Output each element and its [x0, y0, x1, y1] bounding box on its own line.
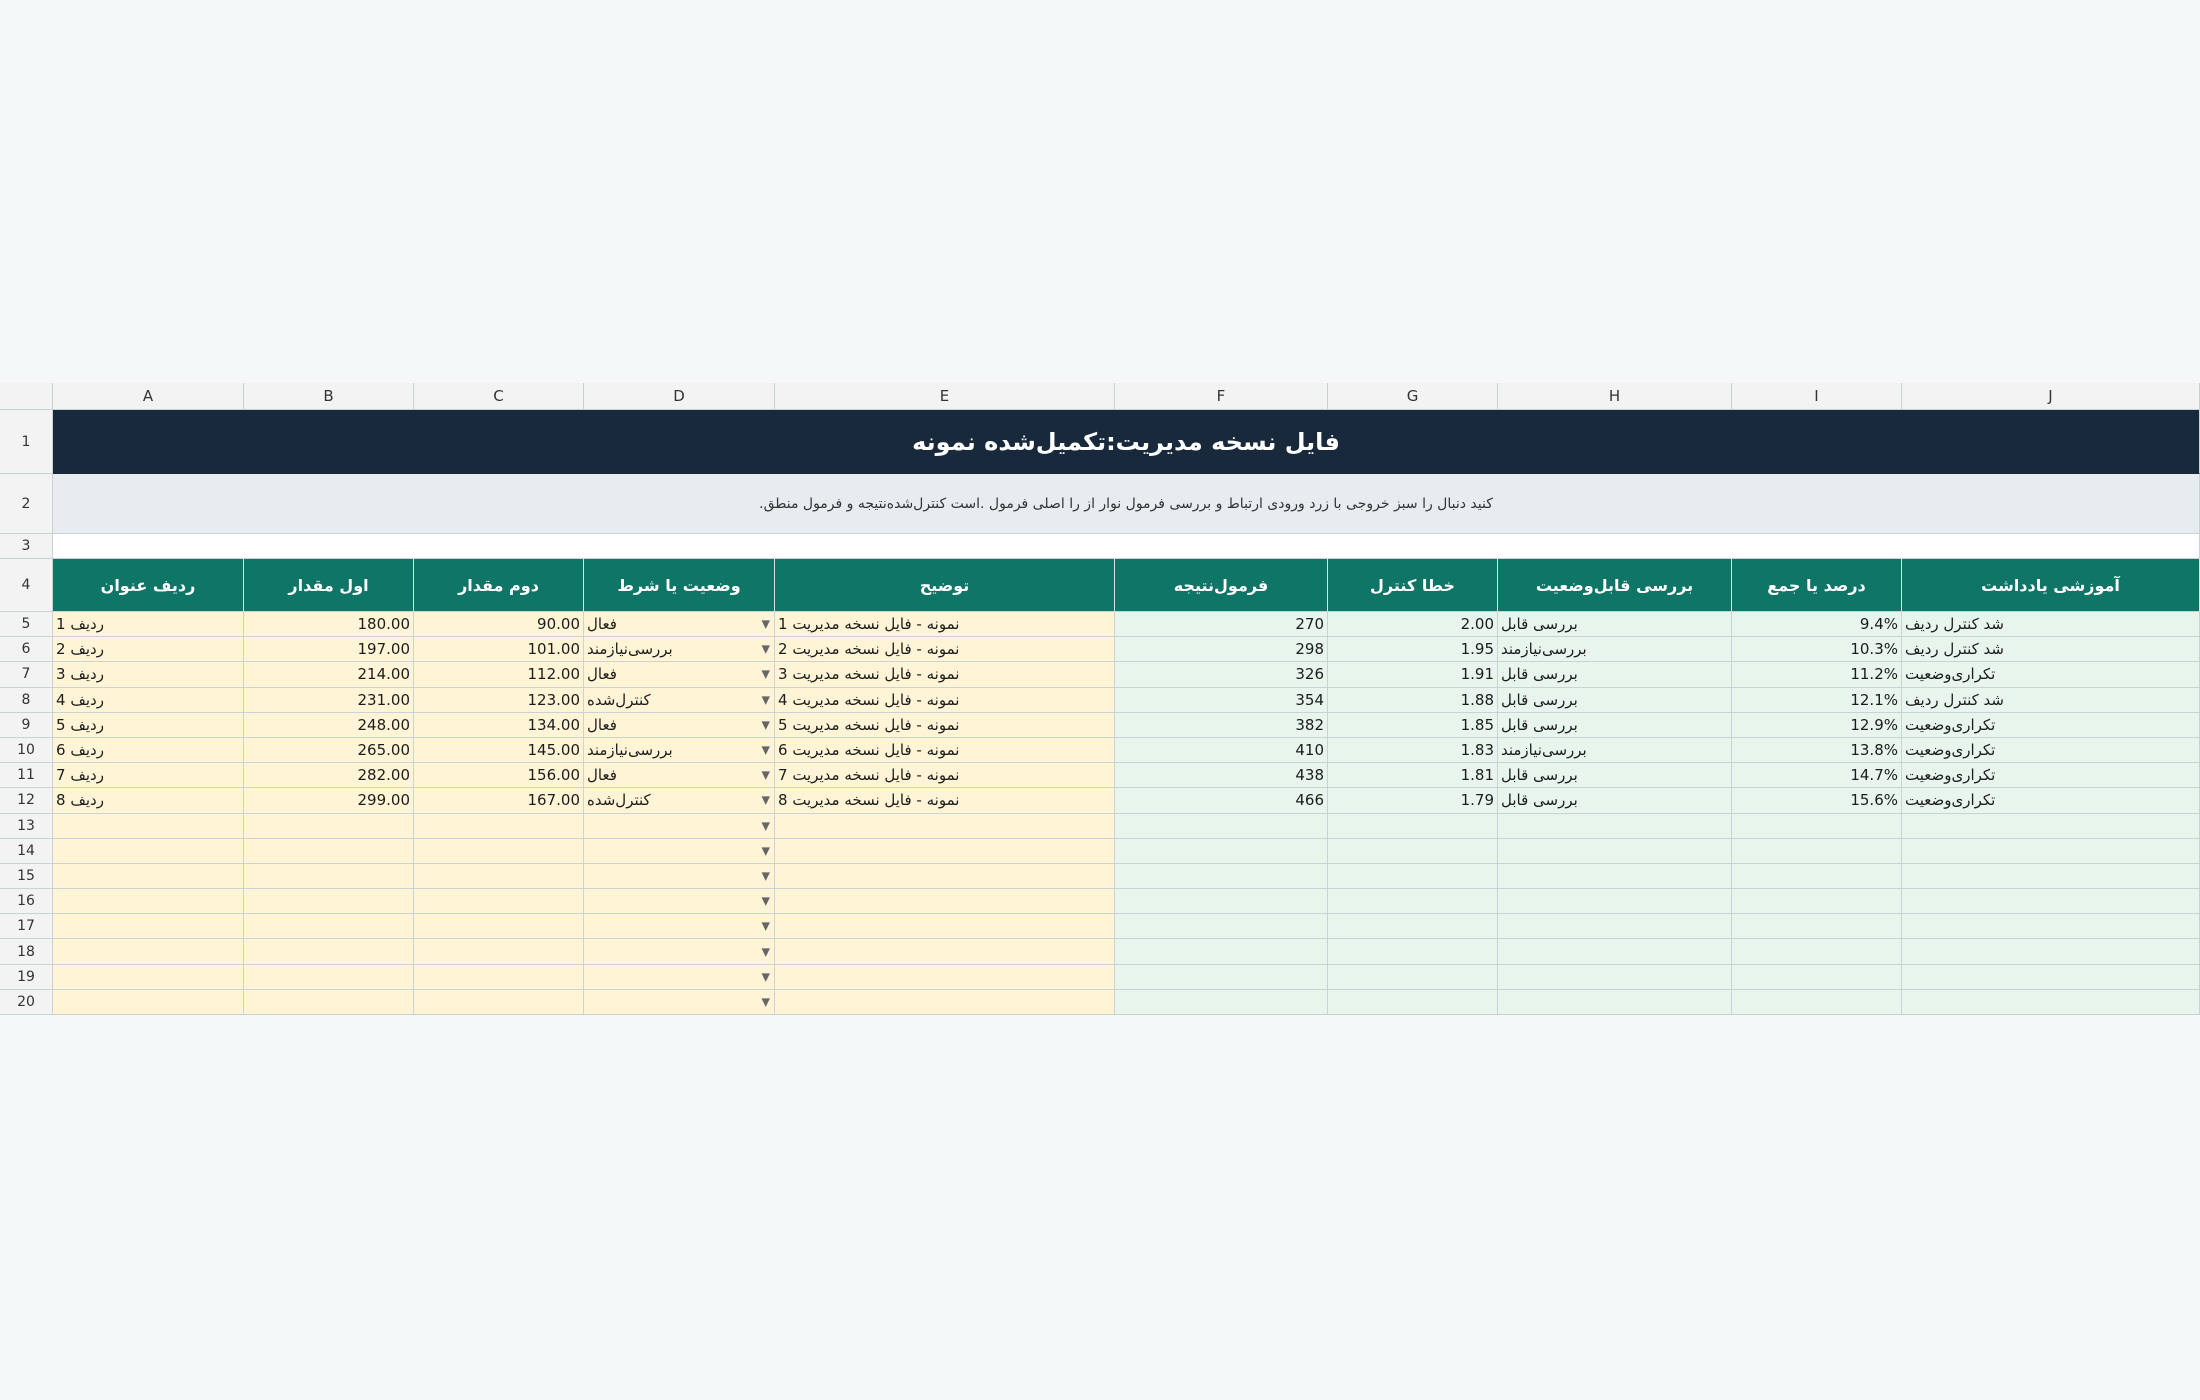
empty-output-cell[interactable]	[1732, 889, 1902, 914]
row-header[interactable]: 13	[0, 814, 53, 839]
column-header-d[interactable]: D	[584, 383, 775, 410]
first-value-cell[interactable]: 214.00	[244, 662, 414, 687]
empty-input-cell[interactable]	[244, 914, 414, 939]
empty-input-cell[interactable]	[53, 839, 244, 864]
table-header-row	[0, 559, 2200, 612]
row-title-cell[interactable]: 5 ردیف	[53, 713, 244, 738]
description-cell[interactable]: 7 نمونه - فایل نسخه مدیریت	[775, 763, 1115, 788]
status-dropdown[interactable]	[584, 637, 775, 662]
status-dropdown[interactable]	[584, 839, 775, 864]
dropdown-arrow-icon[interactable]: ▼	[761, 667, 770, 681]
empty-input-cell[interactable]	[244, 939, 414, 964]
first-value-cell[interactable]: 299.00	[244, 788, 414, 813]
row-header[interactable]: 5	[0, 612, 53, 637]
sheet-row-3	[0, 534, 2200, 559]
error-check-cell[interactable]: 1.83	[1328, 738, 1498, 763]
empty-output-cell[interactable]	[1328, 864, 1498, 889]
empty-input-cell[interactable]	[244, 814, 414, 839]
status-value: فعال	[587, 615, 617, 634]
empty-output-cell[interactable]	[1328, 965, 1498, 990]
empty-output-cell[interactable]	[1498, 939, 1732, 964]
status-value: کنترل‌شده	[587, 690, 651, 709]
empty-input-cell[interactable]	[53, 965, 244, 990]
row-header[interactable]: 2	[0, 474, 53, 534]
empty-input-cell[interactable]	[244, 864, 414, 889]
empty-output-cell[interactable]	[1498, 990, 1732, 1015]
description-cell[interactable]: 2 نمونه - فایل نسخه مدیریت	[775, 637, 1115, 662]
empty-input-cell[interactable]	[53, 914, 244, 939]
empty-row	[0, 839, 2200, 864]
review-status-cell[interactable]: بررسی‌نیازمند	[1498, 637, 1732, 662]
dropdown-arrow-icon[interactable]: ▼	[761, 995, 770, 1009]
formula-result-cell[interactable]: 298	[1115, 637, 1328, 662]
empty-output-cell[interactable]	[1115, 990, 1328, 1015]
description-cell[interactable]: 6 نمونه - فایل نسخه مدیریت	[775, 738, 1115, 763]
empty-input-cell[interactable]	[53, 990, 244, 1015]
header-cell-j[interactable]: آموزشی یادداشت	[1902, 559, 2200, 612]
percent-cell[interactable]: 12.1%	[1732, 688, 1902, 713]
note-cell[interactable]: شد کنترل ردیف	[1902, 688, 2200, 713]
empty-output-cell[interactable]	[1328, 839, 1498, 864]
empty-input-cell[interactable]	[775, 864, 1115, 889]
header-cell-c[interactable]: دوم مقدار	[414, 559, 584, 612]
empty-input-cell[interactable]	[414, 889, 584, 914]
column-header-e[interactable]: E	[775, 383, 1115, 410]
empty-row	[0, 864, 2200, 889]
spreadsheet-grid	[0, 383, 2200, 1015]
empty-input-cell[interactable]	[53, 864, 244, 889]
column-header-h[interactable]: H	[1498, 383, 1732, 410]
row-title-cell[interactable]: 7 ردیف	[53, 763, 244, 788]
empty-row	[0, 990, 2200, 1015]
row-header[interactable]: 6	[0, 637, 53, 662]
status-dropdown[interactable]	[584, 688, 775, 713]
empty-input-cell[interactable]	[775, 914, 1115, 939]
error-check-cell[interactable]: 1.81	[1328, 763, 1498, 788]
row-title-cell[interactable]: 6 ردیف	[53, 738, 244, 763]
row-title-cell[interactable]: 3 ردیف	[53, 662, 244, 687]
table-row	[0, 763, 2200, 788]
empty-output-cell[interactable]	[1902, 914, 2200, 939]
status-dropdown[interactable]	[584, 788, 775, 813]
row-header[interactable]: 15	[0, 864, 53, 889]
empty-output-cell[interactable]	[1902, 814, 2200, 839]
empty-output-cell[interactable]	[1115, 814, 1328, 839]
empty-input-cell[interactable]	[775, 839, 1115, 864]
empty-output-cell[interactable]	[1115, 965, 1328, 990]
status-dropdown[interactable]	[584, 965, 775, 990]
percent-cell[interactable]: 15.6%	[1732, 788, 1902, 813]
dropdown-arrow-icon[interactable]: ▼	[761, 869, 770, 883]
empty-output-cell[interactable]	[1902, 839, 2200, 864]
empty-output-cell[interactable]	[1902, 864, 2200, 889]
percent-cell[interactable]: 13.8%	[1732, 738, 1902, 763]
review-status-cell[interactable]: بررسی قابل	[1498, 763, 1732, 788]
percent-cell[interactable]: 10.3%	[1732, 637, 1902, 662]
dropdown-arrow-icon[interactable]: ▼	[761, 970, 770, 984]
table-row	[0, 713, 2200, 738]
row-header[interactable]: 19	[0, 965, 53, 990]
error-check-cell[interactable]: 2.00	[1328, 612, 1498, 637]
empty-row	[0, 939, 2200, 964]
empty-input-cell[interactable]	[414, 814, 584, 839]
formula-result-cell[interactable]: 466	[1115, 788, 1328, 813]
header-cell-b[interactable]: اول مقدار	[244, 559, 414, 612]
row-header[interactable]: 12	[0, 788, 53, 813]
description-cell[interactable]: 8 نمونه - فایل نسخه مدیریت	[775, 788, 1115, 813]
dropdown-arrow-icon[interactable]: ▼	[761, 642, 770, 656]
percent-cell[interactable]: 9.4%	[1732, 612, 1902, 637]
empty-output-cell[interactable]	[1498, 889, 1732, 914]
empty-input-cell[interactable]	[775, 814, 1115, 839]
second-value-cell[interactable]: 134.00	[414, 713, 584, 738]
empty-row	[0, 965, 2200, 990]
row-header[interactable]: 14	[0, 839, 53, 864]
dropdown-arrow-icon[interactable]: ▼	[761, 793, 770, 807]
table-row	[0, 788, 2200, 813]
status-dropdown[interactable]	[584, 914, 775, 939]
percent-cell[interactable]: 14.7%	[1732, 763, 1902, 788]
dropdown-arrow-icon[interactable]: ▼	[761, 945, 770, 959]
row-header[interactable]: 7	[0, 662, 53, 687]
empty-input-cell[interactable]	[414, 939, 584, 964]
column-header-b[interactable]: B	[244, 383, 414, 410]
empty-row	[0, 914, 2200, 939]
empty-output-cell[interactable]	[1498, 965, 1732, 990]
empty-output-cell[interactable]	[1498, 814, 1732, 839]
empty-output-cell[interactable]	[1902, 889, 2200, 914]
note-cell[interactable]: شد کنترل ردیف	[1902, 612, 2200, 637]
empty-input-cell[interactable]	[775, 965, 1115, 990]
sheet-title[interactable]: فایل نسخه مدیریت:تکمیل‌شده نمونه	[53, 410, 2200, 474]
status-value: فعال	[587, 715, 617, 734]
empty-output-cell[interactable]	[1732, 939, 1902, 964]
dropdown-arrow-icon[interactable]: ▼	[761, 743, 770, 757]
status-dropdown[interactable]	[584, 939, 775, 964]
empty-output-cell[interactable]	[1902, 965, 2200, 990]
dropdown-arrow-icon[interactable]: ▼	[761, 819, 770, 833]
column-header-row	[0, 383, 2200, 410]
empty-input-cell[interactable]	[53, 939, 244, 964]
status-dropdown[interactable]	[584, 713, 775, 738]
empty-input-cell[interactable]	[775, 889, 1115, 914]
row-header[interactable]: 11	[0, 763, 53, 788]
empty-output-cell[interactable]	[1328, 914, 1498, 939]
error-check-cell[interactable]: 1.88	[1328, 688, 1498, 713]
row-title-cell[interactable]: 4 ردیف	[53, 688, 244, 713]
status-dropdown[interactable]	[584, 662, 775, 687]
empty-output-cell[interactable]	[1115, 839, 1328, 864]
status-value: بررسی‌نیازمند	[587, 640, 673, 659]
table-row	[0, 662, 2200, 687]
empty-output-cell[interactable]	[1498, 914, 1732, 939]
status-dropdown[interactable]	[584, 864, 775, 889]
dropdown-arrow-icon[interactable]: ▼	[761, 768, 770, 782]
row-header[interactable]: 9	[0, 713, 53, 738]
empty-input-cell[interactable]	[414, 990, 584, 1015]
empty-input-cell[interactable]	[244, 839, 414, 864]
note-cell[interactable]: تکراری‌وضعیت	[1902, 763, 2200, 788]
dropdown-arrow-icon[interactable]: ▼	[761, 617, 770, 631]
empty-row	[0, 889, 2200, 914]
empty-input-cell[interactable]	[775, 939, 1115, 964]
status-dropdown[interactable]	[584, 763, 775, 788]
column-header-c[interactable]: C	[414, 383, 584, 410]
row-title-cell[interactable]: 8 ردیف	[53, 788, 244, 813]
header-cell-a[interactable]: ردیف عنوان	[53, 559, 244, 612]
dropdown-arrow-icon[interactable]: ▼	[761, 844, 770, 858]
note-cell[interactable]: تکراری‌وضعیت	[1902, 662, 2200, 687]
status-value: فعال	[587, 766, 617, 785]
empty-output-cell[interactable]	[1732, 965, 1902, 990]
formula-result-cell[interactable]: 354	[1115, 688, 1328, 713]
empty-output-cell[interactable]	[1732, 864, 1902, 889]
instruction-note[interactable]: .کنید دنبال را سبز خروجی با زرد ورودی ارتباط و بررسی فرمول نوار از را اصلی فرمول .است کنترل‌شده‌نتیجه و فرمول منطق	[53, 474, 2200, 534]
percent-cell[interactable]: 12.9%	[1732, 713, 1902, 738]
formula-result-cell[interactable]: 438	[1115, 763, 1328, 788]
column-header-g[interactable]: G	[1328, 383, 1498, 410]
empty-output-cell[interactable]	[1328, 939, 1498, 964]
row-header[interactable]: 17	[0, 914, 53, 939]
description-cell[interactable]: 4 نمونه - فایل نسخه مدیریت	[775, 688, 1115, 713]
status-value: فعال	[587, 665, 617, 684]
review-status-cell[interactable]: بررسی‌نیازمند	[1498, 738, 1732, 763]
first-value-cell[interactable]: 248.00	[244, 713, 414, 738]
description-cell[interactable]: 1 نمونه - فایل نسخه مدیریت	[775, 612, 1115, 637]
empty-output-cell[interactable]	[1328, 889, 1498, 914]
formula-result-cell[interactable]: 270	[1115, 612, 1328, 637]
error-check-cell[interactable]: 1.95	[1328, 637, 1498, 662]
review-status-cell[interactable]: بررسی قابل	[1498, 788, 1732, 813]
empty-output-cell[interactable]	[1902, 990, 2200, 1015]
select-all-corner[interactable]	[0, 383, 53, 410]
empty-output-cell[interactable]	[1115, 939, 1328, 964]
row-header[interactable]: 8	[0, 688, 53, 713]
header-cell-f[interactable]: فرمول‌نتیجه	[1115, 559, 1328, 612]
header-cell-e[interactable]: توضیح	[775, 559, 1115, 612]
empty-output-cell[interactable]	[1328, 990, 1498, 1015]
table-row	[0, 637, 2200, 662]
table-row	[0, 738, 2200, 763]
empty-output-cell[interactable]	[1732, 839, 1902, 864]
first-value-cell[interactable]: 180.00	[244, 612, 414, 637]
note-cell[interactable]: شد کنترل ردیف	[1902, 637, 2200, 662]
status-dropdown[interactable]	[584, 612, 775, 637]
empty-input-cell[interactable]	[244, 990, 414, 1015]
description-cell[interactable]: 5 نمونه - فایل نسخه مدیریت	[775, 713, 1115, 738]
row-header[interactable]: 4	[0, 559, 53, 612]
note-cell[interactable]: تکراری‌وضعیت	[1902, 713, 2200, 738]
empty-input-cell[interactable]	[414, 965, 584, 990]
second-value-cell[interactable]: 145.00	[414, 738, 584, 763]
empty-output-cell[interactable]	[1115, 864, 1328, 889]
status-value: کنترل‌شده	[587, 791, 651, 810]
row-header[interactable]: 18	[0, 939, 53, 964]
first-value-cell[interactable]: 197.00	[244, 637, 414, 662]
formula-result-cell[interactable]: 326	[1115, 662, 1328, 687]
empty-output-cell[interactable]	[1902, 939, 2200, 964]
description-cell[interactable]: 3 نمونه - فایل نسخه مدیریت	[775, 662, 1115, 687]
error-check-cell[interactable]: 1.85	[1328, 713, 1498, 738]
empty-input-cell[interactable]	[414, 864, 584, 889]
empty-output-cell[interactable]	[1328, 814, 1498, 839]
status-dropdown[interactable]	[584, 889, 775, 914]
first-value-cell[interactable]: 231.00	[244, 688, 414, 713]
second-value-cell[interactable]: 156.00	[414, 763, 584, 788]
empty-input-cell[interactable]	[244, 889, 414, 914]
dropdown-arrow-icon[interactable]: ▼	[761, 718, 770, 732]
status-dropdown[interactable]	[584, 990, 775, 1015]
column-header-f[interactable]: F	[1115, 383, 1328, 410]
row-title-cell[interactable]: 1 ردیف	[53, 612, 244, 637]
empty-input-cell[interactable]	[414, 839, 584, 864]
dropdown-arrow-icon[interactable]: ▼	[761, 894, 770, 908]
review-status-cell[interactable]: بررسی قابل	[1498, 688, 1732, 713]
status-dropdown[interactable]	[584, 814, 775, 839]
header-cell-d[interactable]: وضعیت یا شرط	[584, 559, 775, 612]
error-check-cell[interactable]: 1.91	[1328, 662, 1498, 687]
first-value-cell[interactable]: 265.00	[244, 738, 414, 763]
percent-cell[interactable]: 11.2%	[1732, 662, 1902, 687]
table-row	[0, 612, 2200, 637]
column-header-a[interactable]: A	[53, 383, 244, 410]
review-status-cell[interactable]: بررسی قابل	[1498, 612, 1732, 637]
blank-cell[interactable]	[53, 534, 2200, 559]
second-value-cell[interactable]: 101.00	[414, 637, 584, 662]
empty-row	[0, 814, 2200, 839]
dropdown-arrow-icon[interactable]: ▼	[761, 693, 770, 707]
empty-input-cell[interactable]	[244, 965, 414, 990]
error-check-cell[interactable]: 1.79	[1328, 788, 1498, 813]
first-value-cell[interactable]: 282.00	[244, 763, 414, 788]
status-value: بررسی‌نیازمند	[587, 741, 673, 760]
second-value-cell[interactable]: 90.00	[414, 612, 584, 637]
header-cell-i[interactable]: درصد یا جمع	[1732, 559, 1902, 612]
empty-output-cell[interactable]	[1498, 839, 1732, 864]
header-cell-h[interactable]: بررسی قابل‌وضعیت	[1498, 559, 1732, 612]
dropdown-arrow-icon[interactable]: ▼	[761, 919, 770, 933]
sheet-row-1	[0, 410, 2200, 474]
formula-result-cell[interactable]: 382	[1115, 713, 1328, 738]
empty-input-cell[interactable]	[775, 990, 1115, 1015]
row-header[interactable]: 10	[0, 738, 53, 763]
row-header[interactable]: 16	[0, 889, 53, 914]
empty-output-cell[interactable]	[1732, 914, 1902, 939]
empty-input-cell[interactable]	[53, 889, 244, 914]
empty-output-cell[interactable]	[1732, 990, 1902, 1015]
row-title-cell[interactable]: 2 ردیف	[53, 637, 244, 662]
note-cell[interactable]: تکراری‌وضعیت	[1902, 738, 2200, 763]
review-status-cell[interactable]: بررسی قابل	[1498, 662, 1732, 687]
empty-input-cell[interactable]	[53, 814, 244, 839]
column-header-j[interactable]: J	[1902, 383, 2200, 410]
second-value-cell[interactable]: 112.00	[414, 662, 584, 687]
column-header-i[interactable]: I	[1732, 383, 1902, 410]
second-value-cell[interactable]: 167.00	[414, 788, 584, 813]
second-value-cell[interactable]: 123.00	[414, 688, 584, 713]
review-status-cell[interactable]: بررسی قابل	[1498, 713, 1732, 738]
sheet-row-2	[0, 474, 2200, 534]
empty-output-cell[interactable]	[1732, 814, 1902, 839]
row-header[interactable]: 1	[0, 410, 53, 474]
empty-output-cell[interactable]	[1115, 914, 1328, 939]
note-cell[interactable]: تکراری‌وضعیت	[1902, 788, 2200, 813]
status-dropdown[interactable]	[584, 738, 775, 763]
formula-result-cell[interactable]: 410	[1115, 738, 1328, 763]
empty-input-cell[interactable]	[414, 914, 584, 939]
empty-output-cell[interactable]	[1498, 864, 1732, 889]
header-cell-g[interactable]: خطا کنترل	[1328, 559, 1498, 612]
row-header[interactable]: 3	[0, 534, 53, 559]
table-row	[0, 688, 2200, 713]
row-header[interactable]: 20	[0, 990, 53, 1015]
empty-output-cell[interactable]	[1115, 889, 1328, 914]
